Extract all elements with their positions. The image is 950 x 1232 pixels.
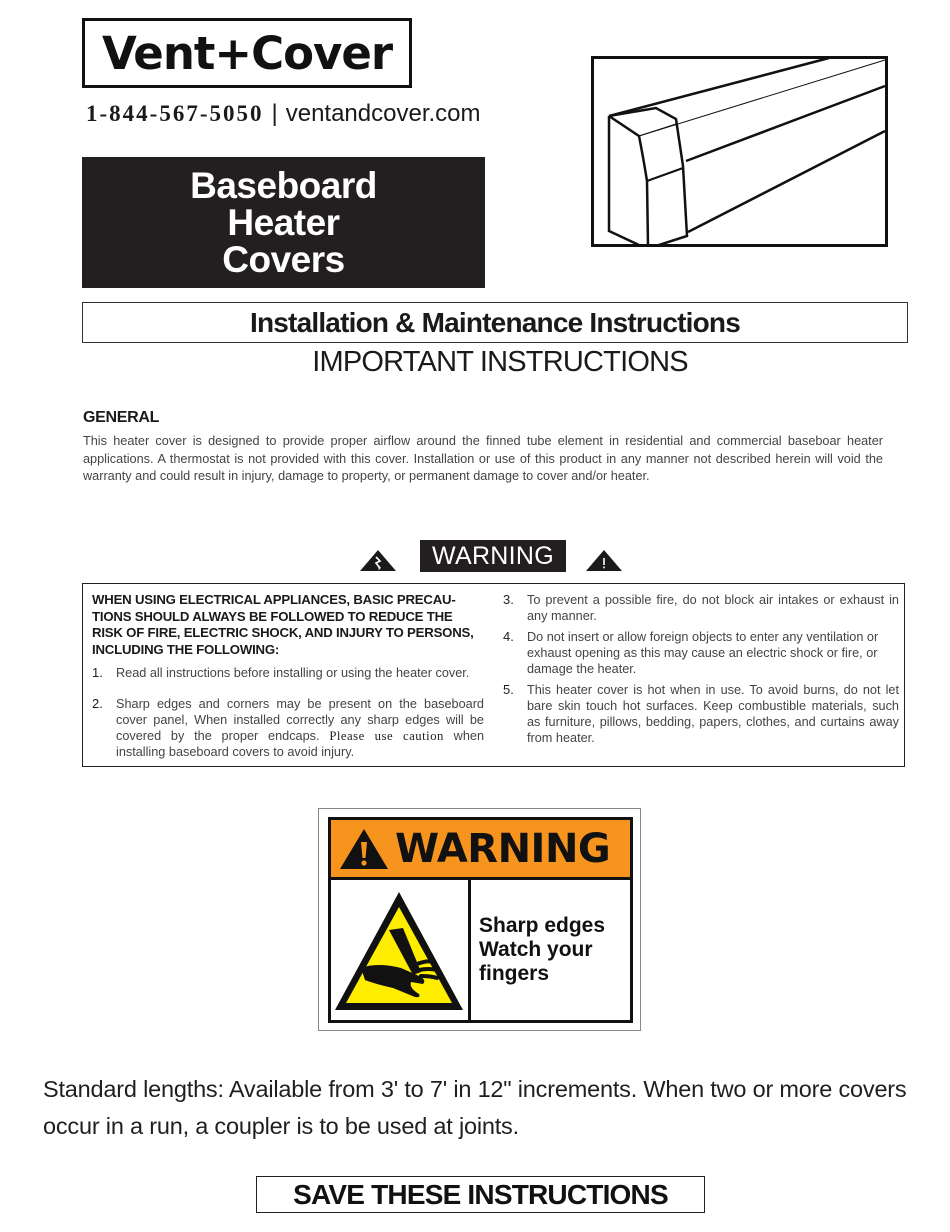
- item-number: 3.: [503, 592, 514, 607]
- electric-shock-triangle-icon: [360, 550, 396, 571]
- save-instructions-text: SAVE THESE INSTRUCTIONS: [293, 1178, 668, 1210]
- item-number: 1.: [92, 665, 103, 680]
- save-instructions-box: [256, 1176, 705, 1213]
- sign-line-1: Sharp edges: [479, 914, 606, 937]
- item-text-emphasis: Please use caution: [329, 729, 444, 743]
- item-text-part: Sharp edges and corners may be present on the baseboard cover panel, When installed correctly any sharp edges will be covered by the proper endcaps.: [116, 697, 484, 743]
- title-block: [82, 157, 485, 288]
- safety-sign-message: [479, 914, 605, 986]
- item-text: Do not insert or allow foreign objects to enter any ventilation or exhaust opening as this may cause an electric shock or fire, or damage the heater.: [527, 630, 879, 676]
- warning-label: WARNING: [420, 540, 566, 572]
- item-number: 5.: [503, 682, 514, 697]
- precautions-left-column: [92, 592, 484, 760]
- exclamation-triangle-icon: [586, 550, 622, 571]
- standard-lengths-text: Standard lengths: Available from 3' to 7' in 12" increments. When two or more covers occur in a run, a coupler is to be used at joints.: [43, 1076, 907, 1139]
- list-item: [92, 665, 484, 681]
- sign-line-2: Watch your: [479, 938, 593, 961]
- item-text: This heater cover is hot when in use. To avoid burns, do not let bare skin touch hot surfaces. Keep combustible materials, such as furniture, pillows, bedding, papers, clothes, and curtains away from heater.: [527, 683, 899, 745]
- sharp-edge-hand-hazard-icon: [331, 880, 468, 1017]
- phone-number: 1-844-567-5050: [86, 101, 264, 126]
- item-text: To prevent a possible fire, do not block air intakes or exhaust in any manner.: [527, 593, 899, 623]
- subtitle-box: [82, 302, 908, 343]
- warning-precautions-box: [82, 583, 905, 767]
- safety-sign-body: [328, 817, 633, 1023]
- exclamation-triangle-icon: [339, 828, 389, 870]
- safety-sign-symbol-panel: [331, 880, 471, 1020]
- item-number: 2.: [92, 696, 103, 711]
- item-number: 4.: [503, 629, 514, 644]
- logo: [82, 18, 412, 88]
- list-item: [503, 682, 899, 746]
- title-line-1: Baseboard Heater: [190, 165, 377, 243]
- item-text: [116, 696, 484, 760]
- list-item: [503, 592, 899, 624]
- contact-line: [86, 100, 481, 128]
- precautions-intro: WHEN USING ELECTRICAL APPLIANCES, BASIC PRECAU-TIONS SHOULD ALWAYS BE FOLLOWED TO REDUCE THE RISK OF FIRE, ELECTRIC SHOCK, AND INJURY TO PERSONS, INCLUDING THE FOLLOWING:: [92, 592, 474, 657]
- subtitle: Installation & Maintenance Instructions: [250, 306, 740, 338]
- precautions-right-column: [503, 592, 899, 746]
- list-item: [503, 629, 899, 677]
- document-title: [134, 167, 434, 278]
- title-line-2: Covers: [222, 239, 345, 280]
- important-heading: IMPORTANT INSTRUCTIONS: [312, 346, 688, 378]
- list-item: [92, 696, 484, 760]
- website-link[interactable]: ventandcover.com: [285, 100, 481, 127]
- general-paragraph: This heater cover is designed to provide proper airflow around the finned tube element in residential and commercial baseboar heater applications. A thermostat is not provided with this cover. Installation or use of this product in any manner not described herein will void the warranty and could result in injury, damage to property, or permanent damage to cover and/or heater.: [83, 434, 883, 483]
- safety-sign: [318, 808, 641, 1031]
- item-text-part: when installing baseboard covers to avoid injury.: [116, 729, 485, 759]
- separator: |: [271, 100, 278, 127]
- logo-text: Vent+Cover: [101, 26, 393, 80]
- warning-banner: [360, 539, 625, 573]
- sign-line-3: fingers: [479, 962, 550, 985]
- general-heading: GENERAL: [83, 409, 160, 426]
- safety-sign-title: WARNING: [395, 825, 611, 872]
- item-text: Read all instructions before installing or using the heater cover.: [116, 666, 470, 680]
- baseboard-heater-cover-drawing-icon: [591, 56, 888, 247]
- safety-sign-header: [331, 820, 630, 880]
